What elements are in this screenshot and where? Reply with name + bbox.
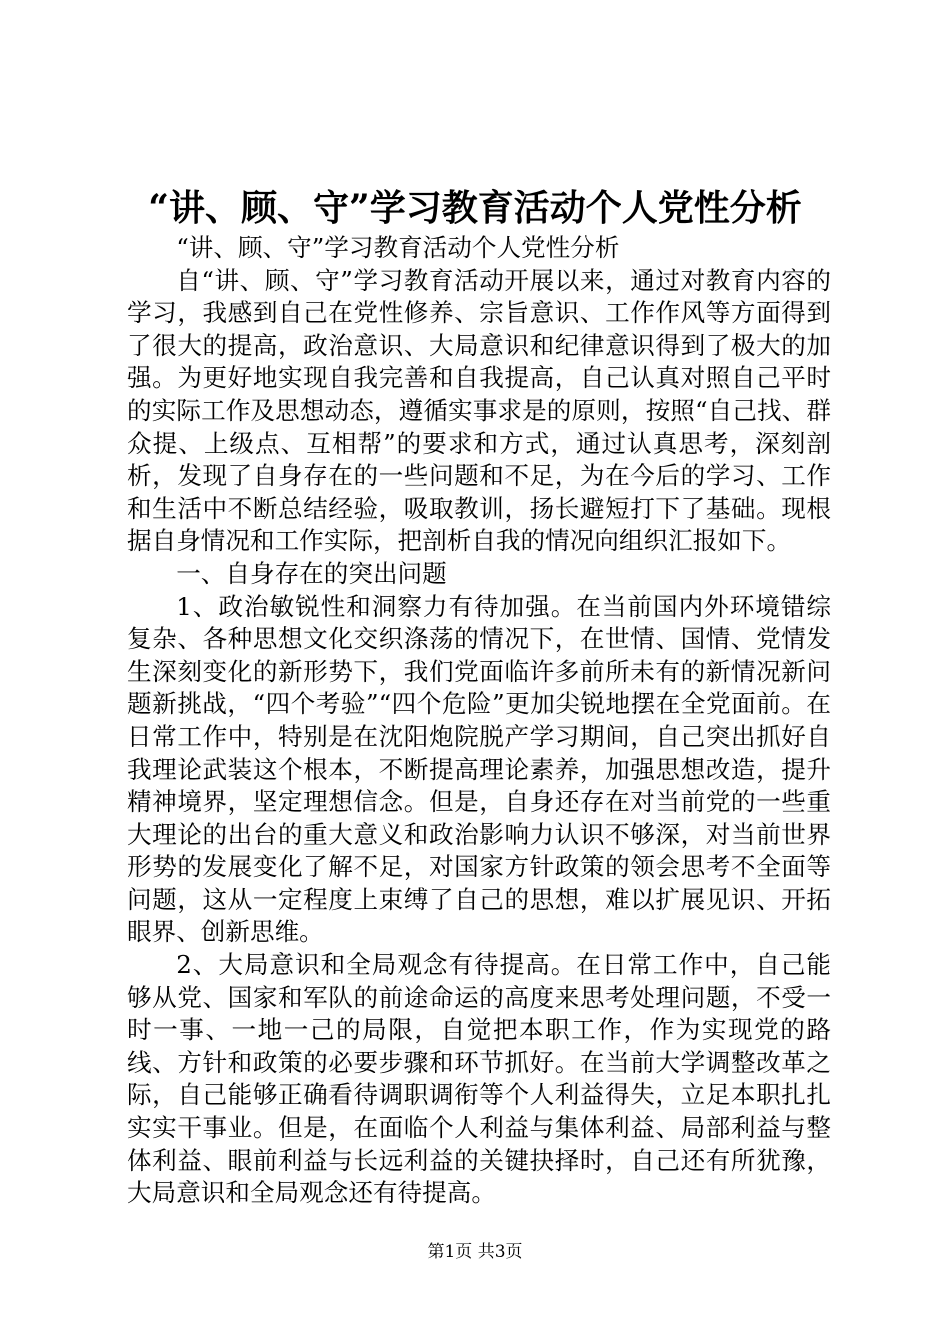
body-paragraph-item-1: 1、政治敏锐性和洞察力有待加强。在当前国内外环境错综复杂、各种思想文化交织涤荡的情况下，在世情、国情、党情发生深刻变化的新形势下，我们党面临许多前所未有的新情况新问题新挑战，“四个考验”“四个危险”更加尖锐地摆在全党面前。在日常工作中，特别是在沈阳炮院脱产学习期间，自己突出抓好自我理论武装这个根本，不断提高理论素养，加强思想改造，提升精神境界，坚定理想信念。但是，自身还存在对当前党的一些重大理论的出台的重大意义和政治影响力认识不够深，对当前世界形势的发展变化了解不足，对国家方针政策的领会思考不全面等问题，这从一定程度上束缚了自己的思想，难以扩展见识、开拓眼界、创新思维。 xyxy=(127,591,831,947)
document-title: “讲、顾、守”学习教育活动个人党性分析 xyxy=(148,187,802,229)
body-paragraph-intro: 自“讲、顾、守”学习教育活动开展以来，通过对教育内容的学习，我感到自己在党性修养、宗旨意识、工作作风等方面得到了很大的提高，政治意识、大局意识和纪律意识得到了极大的加强。为更好地实现自我完善和自我提高，自己认真对照自己平时的实际工作及思想动态，遵循实事求是的原则，按照“自己找、群众提、上级点、互相帮”的要求和方式，通过认真思考，深刻剖析，发现了自身存在的一些问题和不足，为在今后的学习、工作和生活中不断总结经验，吸取教训，扬长避短打下了基础。现根据自身情况和工作实际，把剖析自我的情况向组织汇报如下。 xyxy=(127,265,831,556)
body-paragraph-subtitle: “讲、顾、守”学习教育活动个人党性分析 xyxy=(176,233,620,262)
page-number-footer: 第1页 共3页 xyxy=(427,1242,523,1262)
document-body xyxy=(127,232,831,1210)
body-paragraph-item-2: 2、大局意识和全局观念有待提高。在日常工作中，自己能够从党、国家和军队的前途命运的高度来思考处理问题，不受一时一事、一地一己的局限，自觉把本职工作，作为实现党的路线、方针和政策的必要步骤和环节抓好。在当前大学调整改革之际，自己能够正确看待调职调衔等个人利益得失，立足本职扎扎实实干事业。但是，在面临个人利益与集体利益、局部利益与整体利益、眼前利益与长远利益的关键抉择时，自己还有所犹豫，大局意识和全局观念还有待提高。 xyxy=(127,950,831,1208)
section-heading: 一、自身存在的突出问题 xyxy=(176,558,447,588)
